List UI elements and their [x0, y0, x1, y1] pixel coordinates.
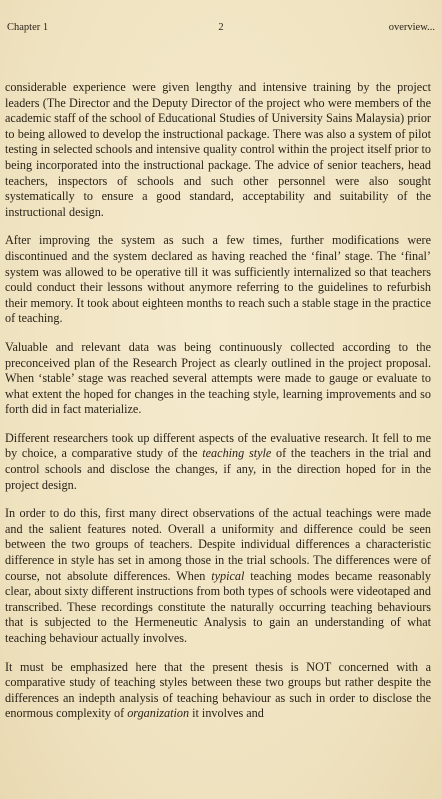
paragraph-text: considerable experience were given lengthy and intensive training by the project leaders (The Director and the Deputy Director of the project who were members of the academic staff of the school of Educational Studies of University Sains Malaysia) prior to being allowed to develop the instructional package. There was also a system of pilot testing in selected schools and intensive quality control within the project itself prior to being incorporated into the instructional package. The advice of senior teachers, head teachers, inspectors of schools and such other personnel were also sought systematically to ensure a good standard, acceptability and suitability of the instructional design.	[5, 80, 431, 219]
section-label: overview...	[388, 22, 435, 33]
italic-term: organization	[127, 706, 190, 721]
chapter-label: Chapter 1	[7, 22, 49, 33]
running-head	[7, 21, 435, 35]
paragraph-text: It must be emphasized here that the present thesis is NOT concerned with a comparative study of teaching styles between these two groups but rather despite the differences an indepth analysis of teaching behaviour as such in order to disclose the enormous complexity of	[5, 659, 431, 721]
paragraph	[5, 431, 431, 493]
paragraph-text: it involves and	[189, 706, 264, 721]
paragraph	[5, 233, 431, 327]
paragraph-text: Different researchers took up different aspects of the evaluative research. It fell to me by choice, a comparative study of the	[5, 430, 431, 461]
page-number: 2	[218, 22, 224, 33]
italic-term: typical	[211, 568, 245, 583]
paragraph-text: Valuable and relevant data was being continuously collected according to the preconceived plan of the Research Project as clearly outlined in the project proposal. When ‘stable’ stage was reached several attempts were made to gauge or evaluate to what extent the hoped for changes in the teaching style, learning improvements and so forth did in fact materialize.	[5, 339, 431, 417]
paragraph	[5, 660, 431, 722]
paragraph-text: After improving the system as such a few times, further modifications were discontinued and the system declared as having reached the ‘final’ stage. The ‘final’ system was allowed to be operative till it was sufficiently internalized so that teachers could conduct their lessons without anymore referring to the guidelines to refurbish their memory. It took about eighteen months to reach such a stable stage in the practice of teaching.	[5, 233, 431, 326]
paragraph	[5, 80, 431, 220]
paragraph-text: In order to do this, first many direct observations of the actual teachings were made and the salient features noted. Overall a uniformity and difference could be seen between the two groups of teachers. Despite individual differences a characteristic difference in style has set in among those in the trial schools. The differences were of course, not absolute differences. When	[5, 506, 431, 583]
italic-term: teaching style	[202, 446, 272, 461]
paragraph-text: teaching modes became reasonably clear, about sixty different instructions from both types of schools were videotaped and transcribed. These recordings constitute the naturally occurring teaching behaviours that is subjected to the Hermeneutic Analysis to gain an understanding of what teaching behaviour actually involves.	[5, 568, 431, 645]
paragraph	[5, 506, 431, 646]
paragraph-text: of the teachers in the trial and control schools and disclose the changes, if any, in the direction hoped for in the project design.	[5, 446, 431, 492]
body-text	[5, 80, 431, 735]
paragraph	[5, 340, 431, 418]
